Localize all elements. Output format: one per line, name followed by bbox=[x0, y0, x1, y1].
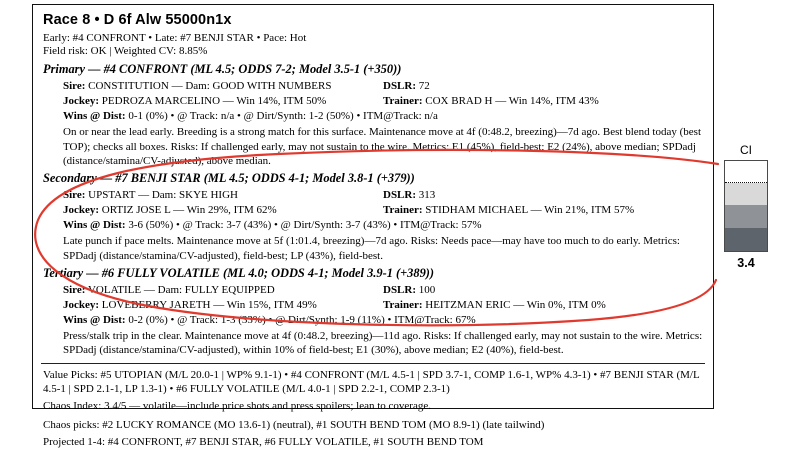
dslr-value: 100 bbox=[418, 283, 436, 296]
trainer-label: Trainer: bbox=[383, 299, 423, 312]
jockey-value: LOVEBERRY JARETH — Win 15%, ITM 49% bbox=[101, 299, 317, 312]
dslr-value: 313 bbox=[418, 189, 436, 202]
jockey-label: Jockey: bbox=[63, 299, 100, 312]
sire-value: VOLATILE — Dam: FULLY EQUIPPED bbox=[87, 283, 275, 296]
ci-value: 3.4 bbox=[737, 256, 755, 270]
ci-bar bbox=[724, 160, 768, 252]
wins-value: 0-2 (0%) • @ Track: 1-3 (33%) • @ Dirt/Synth: 1-9 (11%) • ITM@Track: 67% bbox=[128, 314, 476, 327]
ci-gauge bbox=[715, 143, 777, 270]
tertiary-connections-row bbox=[41, 298, 705, 312]
secondary-connections-row bbox=[41, 203, 705, 217]
tertiary-wins-row bbox=[41, 313, 705, 327]
wins-value: 0-1 (0%) • @ Track: n/a • @ Dirt/Synth: 1-2 (50%) • ITM@Track: n/a bbox=[128, 110, 438, 123]
wins-label: Wins @ Dist: bbox=[63, 110, 126, 123]
sire-value: CONSTITUTION — Dam: GOOD WITH NUMBERS bbox=[88, 80, 332, 92]
dslr-value: 72 bbox=[418, 80, 430, 92]
trainer-label: Trainer: bbox=[383, 95, 423, 108]
ci-segment-1 bbox=[725, 161, 767, 182]
primary-wins-row bbox=[41, 109, 705, 123]
ci-label: CI bbox=[740, 143, 752, 157]
secondary-wins-row bbox=[41, 218, 705, 232]
projected-order: Projected 1-4: #4 CONFRONT, #7 BENJI STAR, #6 FULLY VOLATILE, #1 SOUTH BEND TOM bbox=[43, 435, 484, 448]
field-risk-summary: Field risk: OK | Weighted CV: 8.85% bbox=[43, 45, 208, 57]
trainer-value: STIDHAM MICHAEL — Win 21%, ITM 57% bbox=[425, 204, 635, 217]
ci-segment-3 bbox=[725, 205, 767, 228]
jockey-value: ORTIZ JOSE L — Win 29%, ITM 62% bbox=[101, 204, 277, 217]
trainer-value: COX BRAD H — Win 14%, ITM 43% bbox=[425, 95, 599, 108]
sire-label: Sire: bbox=[63, 189, 86, 202]
race-card bbox=[32, 4, 714, 448]
pace-summary: Early: #4 CONFRONT • Late: #7 BENJI STAR • Pace: Hot bbox=[43, 32, 307, 44]
ci-segment-2 bbox=[725, 183, 767, 204]
sire-value: UPSTART — Dam: SKYE HIGH bbox=[88, 189, 238, 202]
trainer-label: Trainer: bbox=[383, 204, 423, 217]
dslr-label: DSLR: bbox=[383, 283, 417, 296]
secondary-comment: Late punch if pace melts. Maintenance move at 5f (1:01.4, breezing)—7d ago. Risks: Needs pace—may have too much to do early. Metrics: SPDadj (distance/stamina/CV-adjusted), field-best; LP (43%), field-best. bbox=[63, 235, 680, 262]
value-picks: Value Picks: #5 UTOPIAN (M/L 20.0-1 | WP% 9.1-1) • #4 CONFRONT (M/L 4.5-1 | SPD 3.7-1, COMP 1.6-1, WP% 4.3-1) • #7 BENJI STAR (M/L 4.5-1 | SPD 2.1-1, LP 1.3-1) • #6 FULLY VOLATILE (M/L 4.0-1 | SPD 2.2-1, COMP 2.3-1) bbox=[43, 368, 700, 396]
page-title: Race 8 • D 6f Alw 55000n1x bbox=[43, 12, 232, 28]
tertiary-sire-row bbox=[41, 283, 705, 297]
trainer-value: HEITZMAN ERIC — Win 0%, ITM 0% bbox=[425, 299, 606, 312]
primary-sire-row bbox=[41, 79, 705, 93]
tertiary-comment: Press/stalk trip in the clear. Maintenance move at 4f (0:48.2, breezing)—11d ago. Risks: If challenged early, may not sustain to the wire. Metrics: SPDadj (distance/stamina/CV-adjusted), within 10% of field-best; E1 (30%), above median; E2 (40%), field-best. bbox=[63, 330, 703, 357]
dslr-label: DSLR: bbox=[383, 80, 417, 92]
secondary-sire-row bbox=[41, 188, 705, 202]
chaos-index: Chaos Index: 3.4/5 — volatile—include price shots and press spoilers; lean to coverage. bbox=[43, 399, 431, 412]
wins-label: Wins @ Dist: bbox=[63, 314, 126, 327]
tier-heading-tertiary: Tertiary — #6 FULLY VOLATILE (ML 4.0; ODDS 4-1; Model 3.9-1 (+389)) bbox=[43, 265, 435, 280]
primary-comment: On or near the lead early. Breeding is a strong match for this surface. Maintenance move at 4f (0:48.2, breezing)—7d ago. Best blend today (best TOP); checks all boxes. Risks: If challenged early, may not sustain to the wire. Metrics: E1 (45%), field-best; E2 (24%), above median; SPDadj (distance/stamina/CV-adjusted), above median. bbox=[63, 126, 701, 167]
tier-heading-secondary: Secondary — #7 BENJI STAR (ML 4.5; ODDS 4-1; Model 3.8-1 (+379)) bbox=[43, 171, 415, 186]
jockey-label: Jockey: bbox=[63, 204, 100, 217]
footer-block bbox=[41, 368, 705, 449]
dslr-label: DSLR: bbox=[383, 189, 417, 202]
ci-segment-4 bbox=[725, 228, 767, 251]
jockey-value: PEDROZA MARCELINO — Win 14%, ITM 50% bbox=[101, 95, 327, 108]
sire-label: Sire: bbox=[63, 283, 86, 296]
footer-divider bbox=[41, 363, 705, 364]
chaos-picks: Chaos picks: #2 LUCKY ROMANCE (MO 13.6-1) (neutral), #1 SOUTH BEND TOM (MO 8.9-1) (late tailwind) bbox=[43, 419, 545, 432]
tier-heading-primary: Primary — #4 CONFRONT (ML 4.5; ODDS 7-2; Model 3.5-1 (+350)) bbox=[43, 62, 402, 76]
wins-value: 3-6 (50%) • @ Track: 3-7 (43%) • @ Dirt/Synth: 3-7 (43%) • ITM@Track: 57% bbox=[128, 219, 482, 232]
primary-connections-row bbox=[41, 94, 705, 108]
sire-label: Sire: bbox=[63, 80, 86, 92]
wins-label: Wins @ Dist: bbox=[63, 219, 126, 232]
jockey-label: Jockey: bbox=[63, 95, 100, 108]
